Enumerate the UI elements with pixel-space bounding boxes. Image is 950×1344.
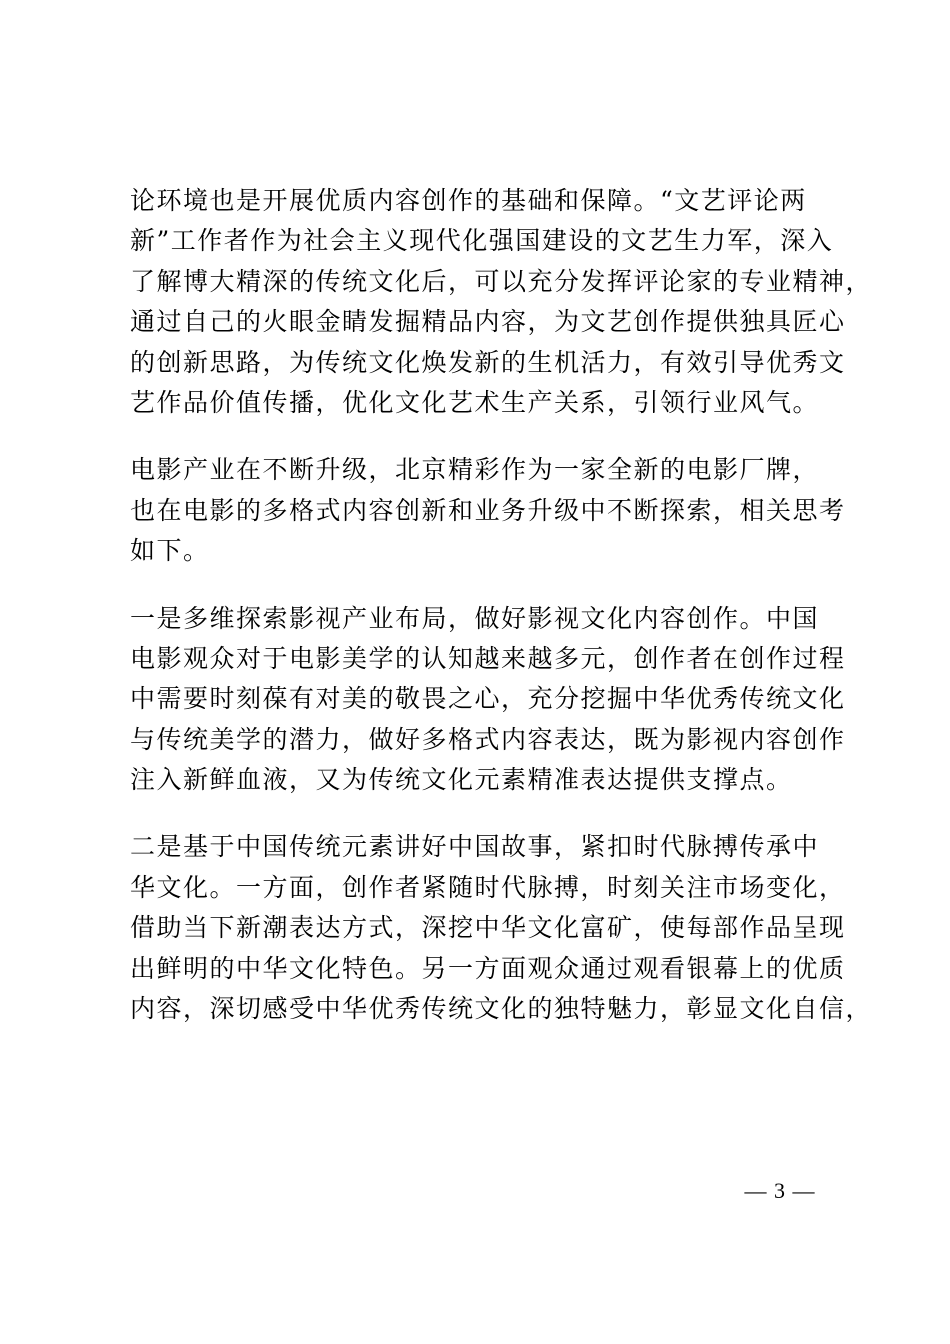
paragraph-1 (130, 181, 873, 423)
text-line: 新”工作者作为社会主义现代化强国建设的文艺生力军，深入 (130, 226, 834, 256)
text-line: 了解博大精深的传统文化后，可以充分发挥评论家的专业精神， (130, 266, 873, 296)
body-text (130, 181, 873, 1029)
text-line: 与传统美学的潜力，做好多格式内容表达，既为影视内容创作 (130, 724, 846, 754)
text-line: 通过自己的火眼金睛发掘精品内容，为文艺创作提供独具匠心 (130, 307, 846, 337)
paragraph-3 (130, 599, 846, 801)
text-line: 中需要时刻葆有对美的敬畏之心，充分挖掘中华优秀传统文化 (130, 684, 846, 714)
text-line: 也在电影的多格式内容创新和业务升级中不断探索，相关思考 (130, 495, 846, 525)
text-line: 电影观众对于电影美学的认知越来越多元，创作者在创作过程 (130, 643, 846, 673)
paragraph-spacer (130, 572, 830, 599)
text-line: 的创新思路，为传统文化焕发新的生机活力，有效引导优秀文 (130, 347, 846, 377)
text-line: 借助当下新潮表达方式，深挖中华文化富矿，使每部作品呈现 (130, 913, 846, 943)
paragraph-spacer (130, 423, 830, 450)
text-line: 内容，深切感受中华优秀传统文化的独特魅力，彰显文化自信， (130, 994, 873, 1024)
text-line: 二是基于中国传统元素讲好中国故事，紧扣时代脉搏传承中 (130, 832, 820, 862)
text-line: 注入新鲜血液，又为传统文化元素精准表达提供支撑点。 (130, 765, 793, 795)
paragraph-2 (130, 450, 846, 571)
text-line: 华文化。一方面，创作者紧随时代脉搏，时刻关注市场变化， (130, 872, 846, 902)
text-line: 论环境也是开展优质内容创作的基础和保障。“文艺评论两 (130, 186, 807, 215)
text-line: 艺作品价值传播，优化文化艺术生产关系，引领行业风气。 (130, 387, 820, 417)
page-number: — 3 — (744, 1178, 816, 1203)
text-line: 电影产业在不断升级，北京精彩作为一家全新的电影厂牌， (130, 455, 820, 485)
text-line: 一是多维探索影视产业布局，做好影视文化内容创作。中国 (130, 603, 820, 633)
text-line: 如下。 (130, 536, 210, 566)
text-line: 出鲜明的中华文化特色。另一方面观众通过观看银幕上的优质 (130, 953, 846, 983)
paragraph-4 (130, 827, 873, 1029)
paragraph-spacer (130, 800, 830, 827)
